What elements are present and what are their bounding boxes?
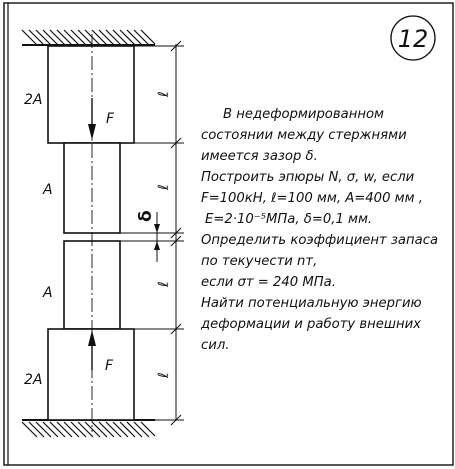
length-label-2: ℓ: [156, 184, 172, 190]
task-line-10: Найти потенциальную энергию: [201, 296, 422, 311]
task-line-9: если σт = 240 МПа.: [201, 275, 336, 290]
task-line-4: Построить эпюры N, σ, w, если: [201, 170, 415, 185]
task-line-3: имеется зазор δ.: [201, 149, 318, 164]
task-line-2: состоянии между стержнями: [201, 128, 407, 143]
length-label-1: ℓ: [156, 91, 172, 97]
task-text: [201, 104, 451, 356]
problem-number: 12: [397, 25, 429, 53]
area-label-mid-top: A: [43, 182, 53, 198]
task-line-6: Е=2·10⁻⁵МПа, δ=0,1 мм.: [205, 212, 373, 227]
force-label-top: F: [106, 111, 115, 127]
gap-label: δ: [136, 210, 156, 222]
area-label-top: 2A: [24, 92, 43, 108]
length-label-3: ℓ: [156, 281, 172, 287]
force-label-bottom: F: [105, 358, 114, 374]
length-label-4: ℓ: [156, 372, 172, 378]
task-line-11: деформации и работу внешних: [201, 317, 421, 332]
task-line-12: сил.: [201, 338, 230, 353]
task-line-8: по текучести nт,: [201, 254, 318, 269]
task-line-1: В недеформированном: [223, 107, 384, 122]
task-line-7: Определить коэффициент запаса: [201, 233, 439, 248]
top-support: [22, 30, 155, 45]
bottom-support: [22, 420, 155, 437]
task-line-5: F=100кН, ℓ=100 мм, А=400 мм ,: [201, 191, 423, 206]
area-label-mid-bottom: A: [43, 285, 53, 301]
area-label-bottom: 2A: [24, 372, 43, 388]
